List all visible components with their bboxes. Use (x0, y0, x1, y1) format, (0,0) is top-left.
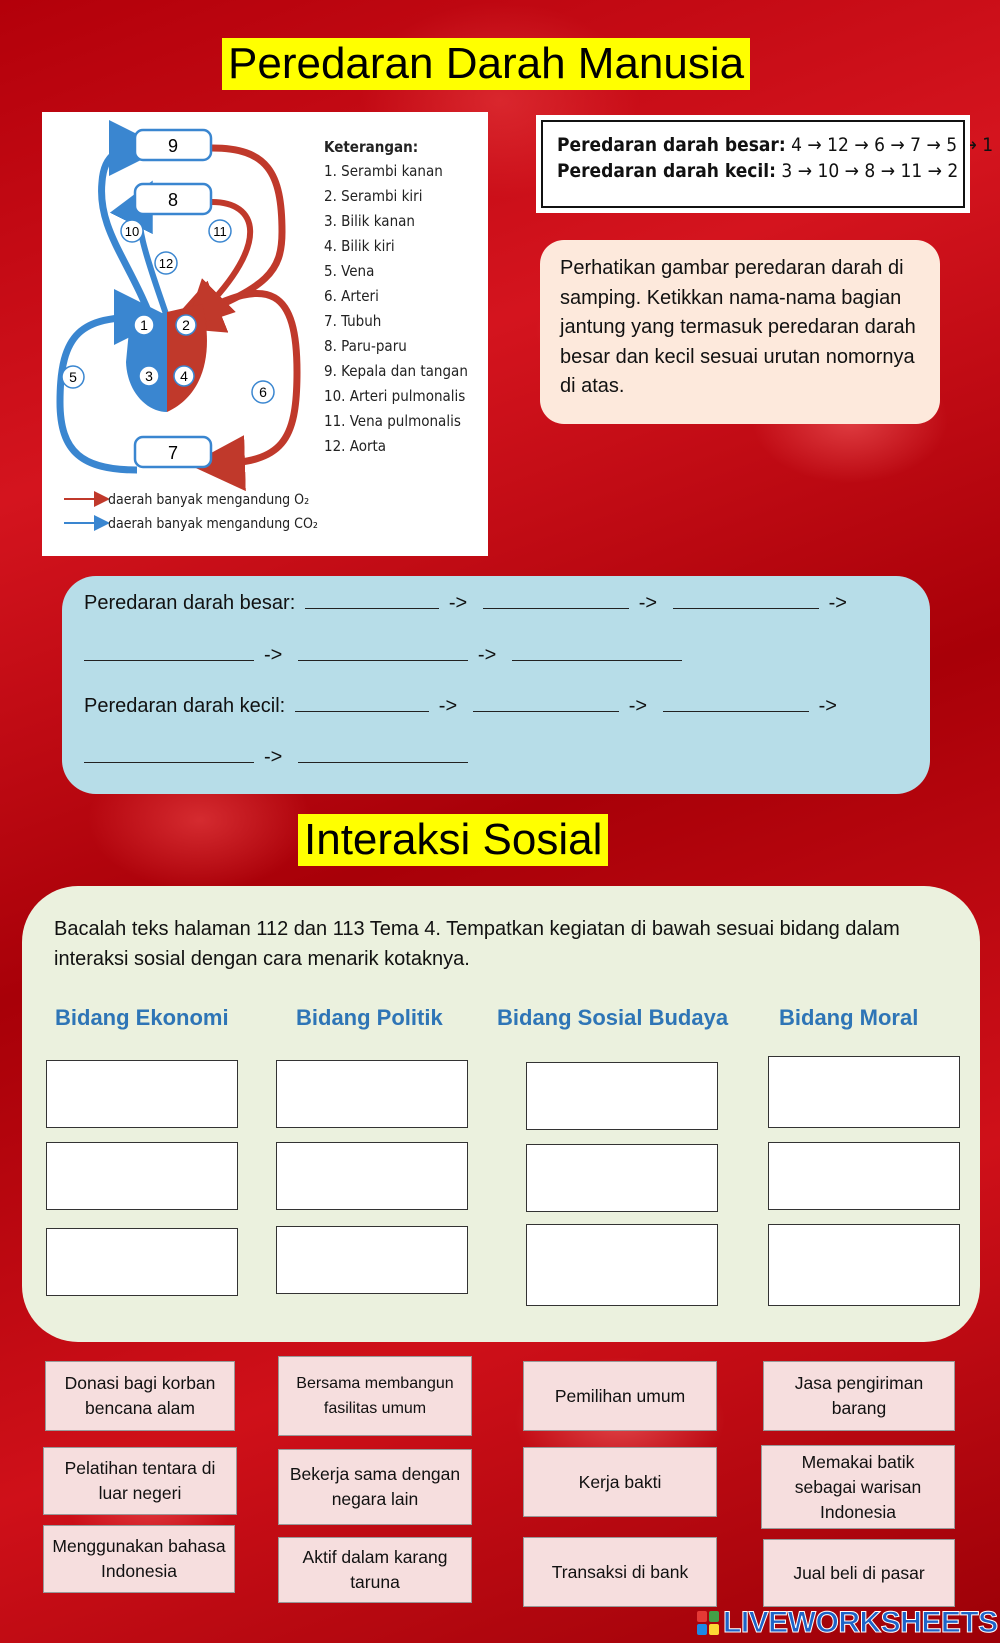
keterangan-item: 10. Arteri pulmonalis (324, 387, 466, 405)
category-ekonomi: Bidang Ekonomi (55, 1005, 229, 1030)
drop-zone-sosial-budaya[interactable] (526, 1062, 718, 1130)
sequence-legend (541, 120, 994, 208)
node-9 (135, 130, 211, 160)
svg-text:11: 11 (213, 224, 227, 239)
drop-zone-moral[interactable] (768, 1224, 960, 1306)
circulation-diagram-svg (42, 112, 488, 556)
keterangan-item: 11. Vena pulmonalis (324, 412, 461, 430)
node-5 (62, 366, 84, 388)
drop-zone-moral[interactable] (768, 1142, 960, 1210)
svg-text:6: 6 (259, 384, 267, 400)
liveworksheets-logo (697, 1608, 998, 1638)
answer-blank[interactable] (84, 642, 254, 661)
answer-blank[interactable] (295, 693, 429, 712)
draggable-card[interactable]: Kerja bakti (523, 1447, 717, 1517)
svg-text:4: 4 (180, 368, 188, 384)
node-1 (134, 315, 154, 335)
answer-blank[interactable] (673, 590, 819, 609)
svg-text:9: 9 (167, 136, 179, 156)
answer-blank[interactable] (298, 642, 468, 661)
answer-label-kecil: Peredaran darah kecil: (84, 695, 286, 717)
answer-blank[interactable] (483, 590, 629, 609)
answer-blank[interactable] (512, 642, 682, 661)
category-politik: Bidang Politik (296, 1005, 443, 1030)
drop-zone-ekonomi[interactable] (46, 1228, 238, 1296)
sequence-besar: Peredaran darah besar: 4 → 12 → 6 → 7 → 5 → 1 (557, 134, 994, 156)
svg-text:10: 10 (124, 224, 140, 239)
svg-text:5: 5 (69, 369, 77, 385)
node-11 (209, 220, 231, 242)
keterangan-item: 5. Vena (324, 262, 375, 280)
draggable-card[interactable]: Menggunakan bahasa Indonesia (43, 1525, 235, 1593)
keterangan-item: 6. Arteri (324, 287, 379, 305)
drop-zone-ekonomi[interactable] (46, 1060, 238, 1128)
drop-zone-politik[interactable] (276, 1226, 468, 1294)
answer-blank[interactable] (663, 693, 809, 712)
section-title-circulation: Peredaran Darah Manusia (222, 38, 750, 90)
draggable-card[interactable]: Donasi bagi korban bencana alam (45, 1361, 235, 1431)
category-sosial-budaya: Bidang Sosial Budaya (497, 1005, 729, 1030)
svg-text:12: 12 (158, 256, 174, 271)
liveworksheets-logo-icon (697, 1611, 719, 1635)
legend-oxygen: daerah banyak mengandung O₂ (108, 492, 310, 508)
answer-blank[interactable] (298, 744, 468, 763)
draggable-card[interactable]: Jasa pengiriman barang (763, 1361, 955, 1431)
category-moral: Bidang Moral (779, 1005, 919, 1030)
drop-zone-sosial-budaya[interactable] (526, 1224, 718, 1306)
keterangan-item: 8. Paru-paru (324, 337, 407, 355)
keterangan-item: 2. Serambi kiri (324, 187, 423, 205)
node-8 (135, 184, 211, 214)
draggable-card[interactable]: Transaksi di bank (523, 1537, 717, 1607)
social-panel (22, 886, 980, 1342)
legend-co2: daerah banyak mengandung CO₂ (108, 516, 318, 532)
keterangan-item: 1. Serambi kanan (324, 162, 443, 180)
draggable-card[interactable]: Pelatihan tentara di luar negeri (43, 1447, 237, 1515)
drop-zone-ekonomi[interactable] (46, 1142, 238, 1210)
draggable-card[interactable]: Bekerja sama dengan negara lain (278, 1449, 472, 1525)
section-title-social: Interaksi Sosial (298, 814, 608, 866)
drop-zone-sosial-budaya[interactable] (526, 1144, 718, 1212)
node-2 (176, 315, 196, 335)
node-7 (135, 437, 211, 467)
answer-panel (62, 576, 930, 794)
draggable-card[interactable]: Bersama membangun fasilitas umum (278, 1356, 472, 1436)
circulation-instruction: Perhatikan gambar peredaran darah di samping. Ketikkan nama-nama bagian jantung yang termasuk peredaran darah besar dan kecil sesuai urutan nomornya di atas. (540, 240, 940, 424)
circulation-diagram (42, 112, 488, 556)
answer-row-kecil-cont: -> (84, 744, 472, 769)
draggable-card[interactable]: Pemilihan umum (523, 1361, 717, 1431)
drop-zone-moral[interactable] (768, 1056, 960, 1128)
answer-blank[interactable] (84, 744, 254, 763)
svg-text:1: 1 (140, 317, 148, 333)
keterangan-item: 9. Kepala dan tangan (324, 362, 468, 380)
node-10 (121, 220, 143, 242)
svg-text:8: 8 (167, 190, 179, 210)
answer-blank[interactable] (305, 590, 439, 609)
node-12 (155, 252, 177, 274)
keterangan-item: 3. Bilik kanan (324, 212, 415, 230)
keterangan-item: 7. Tubuh (324, 312, 382, 330)
keterangan-item: 4. Bilik kiri (324, 237, 395, 255)
answer-row-besar: Peredaran darah besar: -> -> -> (84, 592, 847, 614)
draggable-card[interactable]: Aktif dalam karang taruna (278, 1537, 472, 1603)
answer-row-kecil: Peredaran darah kecil: -> -> -> (84, 695, 837, 717)
answer-blank[interactable] (473, 693, 619, 712)
node-4 (174, 366, 194, 386)
node-3 (139, 366, 159, 386)
drop-zone-politik[interactable] (276, 1142, 468, 1210)
drop-zone-politik[interactable] (276, 1060, 468, 1128)
svg-text:2: 2 (182, 317, 190, 333)
answer-row-besar-cont: -> -> (84, 642, 686, 667)
svg-text:7: 7 (167, 443, 179, 463)
draggable-card[interactable]: Memakai batik sebagai warisan Indonesia (761, 1445, 955, 1529)
sequence-kecil: Peredaran darah kecil: 3 → 10 → 8 → 11 → 2 (557, 160, 959, 182)
keterangan-item: 12. Aorta (324, 437, 387, 455)
svg-text:3: 3 (145, 368, 153, 384)
node-6 (252, 381, 274, 403)
answer-label-besar: Peredaran darah besar: (84, 592, 296, 614)
social-instruction: Bacalah teks halaman 112 dan 113 Tema 4. Tempatkan kegiatan di bawah sesuai bidang dalam interaksi sosial dengan cara menarik kotaknya. (54, 918, 900, 970)
liveworksheets-logo-text: LIVEWORKSHEETS (723, 1606, 998, 1639)
draggable-card[interactable]: Jual beli di pasar (763, 1539, 955, 1607)
keterangan-title: Keterangan: (324, 138, 419, 156)
